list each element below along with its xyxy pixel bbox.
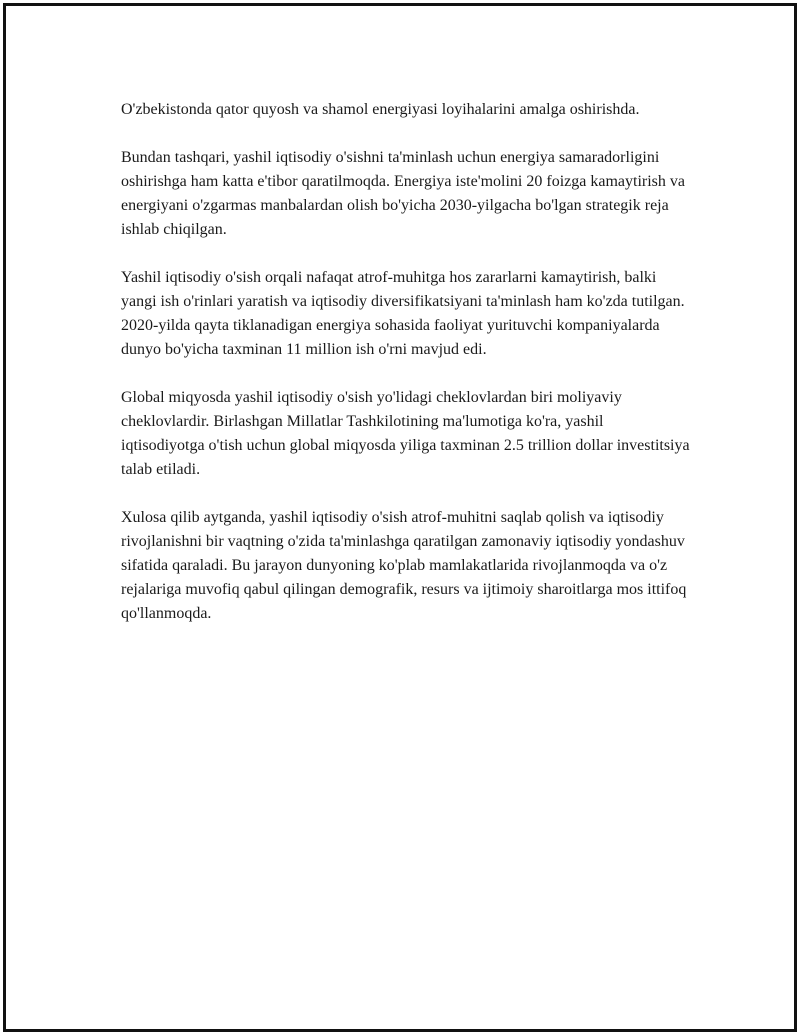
paragraph-2: Bundan tashqari, yashil iqtisodiy o'sishni ta'minlash uchun energiya samaradorligini oshirishga ham katta e'tibor qaratilmoqda. Energiya iste'molini 20 foizga kamaytirish va energiyani o'zgarmas manbalardan olish bo'yicha 2030-yilgacha bo'lgan strategik reja ishlab chiqilgan. [121, 149, 685, 238]
paragraph-1: O'zbekistonda qator quyosh va shamol energiyasi loyihalarini amalga oshirishda. [121, 101, 640, 118]
page-frame [3, 3, 797, 1032]
paragraph-3: Yashil iqtisodiy o'sish orqali nafaqat atrof-muhitga hos zararlarni kamaytirish, balki yangi ish o'rinlari yaratish va iqtisodiy diversifikatsiyani ta'minlash ham ko'zda tutilgan. 2020-yilda qayta tiklanadigan energiya sohasida faoliyat yurituvchi kompaniyalarda dunyo bo'yicha taxminan 11 million ish o'rni mavjud edi. [121, 269, 685, 358]
page-content [121, 98, 691, 650]
paragraph-4: Global miqyosda yashil iqtisodiy o'sish yo'lidagi cheklovlardan biri moliyaviy cheklovlardir. Birlashgan Millatlar Tashkilotining ma'lumotiga ko'ra, yashil iqtisodiyotga o'tish uchun global miqyosda yiliga taxminan 2.5 trillion dollar investitsiya talab etiladi. [121, 389, 690, 478]
paragraph-5: Xulosa qilib aytganda, yashil iqtisodiy o'sish atrof-muhitni saqlab qolish va iqtisodiy rivojlanishni bir vaqtning o'zida ta'minlashga qaratilgan zamonaviy iqtisodiy yondashuv sifatida qaraladi. Bu jarayon dunyoning ko'plab mamlakatlarida rivojlanmoqda va o'z rejalariga muvofiq qabul qilingan demografik, resurs va ijtimoiy sharoitlarga mos ittifoq qo'llanmoqda. [121, 509, 687, 622]
